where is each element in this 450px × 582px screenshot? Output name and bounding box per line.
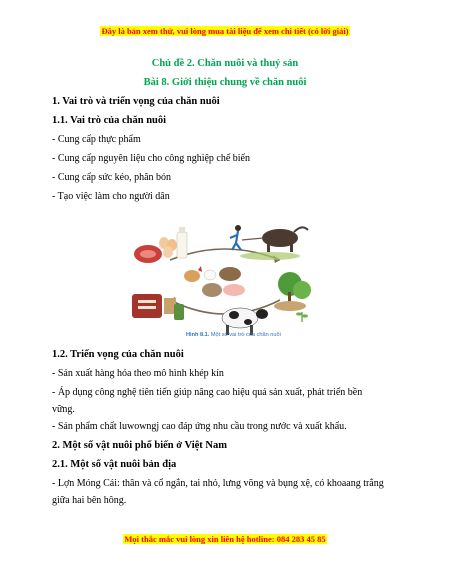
chapter-title: Chủ đề 2. Chăn nuôi và thuỷ sản [151,58,299,69]
section-1-2-heading: 1.2. Triển vọng của chăn nuôi [52,349,184,360]
prospect-item: - Sản xuất hàng hóa theo mô hình khép kín [52,368,224,379]
section-1-heading: 1. Vai trò và triển vọng của chăn nuôi [52,96,220,107]
hotline-banner-text: Mọi thắc mắc vui lòng xin liên hệ hotline: 084 283 45 85 [124,534,326,544]
section-2-heading: 2. Một số vật nuôi phổ biến ở Việt Nam [52,440,227,451]
prospect-item-continued: vững. [52,404,75,415]
livestock-roles-illustration [130,218,320,346]
preview-banner-text: Đây là bản xem thử, vui lòng mua tài liệu để xem chi tiết (có lời giải) [101,26,349,36]
role-item: - Cung cấp nguyên liệu cho công nghiệp chế biến [52,153,250,164]
breed-item-continued: giữa hai bên hông. [52,495,127,506]
prospect-item: - Áp dụng công nghệ tiên tiến giúp nâng cao hiệu quả sản xuất, phát triển bền [52,387,363,398]
hotline-banner [0,534,450,544]
figure-caption-text: Một số vai trò của chăn nuôi [210,332,281,338]
role-item: - Cung cấp sức kéo, phân bón [52,172,172,183]
figure-caption-number: Hình 8.1. [186,332,210,338]
role-item: - Tạo việc làm cho người dân [52,191,170,202]
prospect-item: - Sản phẩm chất luwowngj cao đáp ứng nhu cầu trong nước và xuất khẩu. [52,421,347,432]
role-item: - Cung cấp thực phẩm [52,134,141,145]
preview-banner [0,26,450,36]
lesson-title: Bài 8. Giới thiệu chung về chăn nuôi [143,77,307,88]
section-1-1-heading: 1.1. Vai trò của chăn nuôi [52,115,167,126]
section-2-1-heading: 2.1. Một số vật nuôi bản địa [52,459,177,470]
breed-item: - Lợn Móng Cái: thân và cổ ngắn, tai nhỏ, lưng võng và bụng xệ, có khoaang trắng [52,478,384,489]
figure-caption [186,332,281,338]
